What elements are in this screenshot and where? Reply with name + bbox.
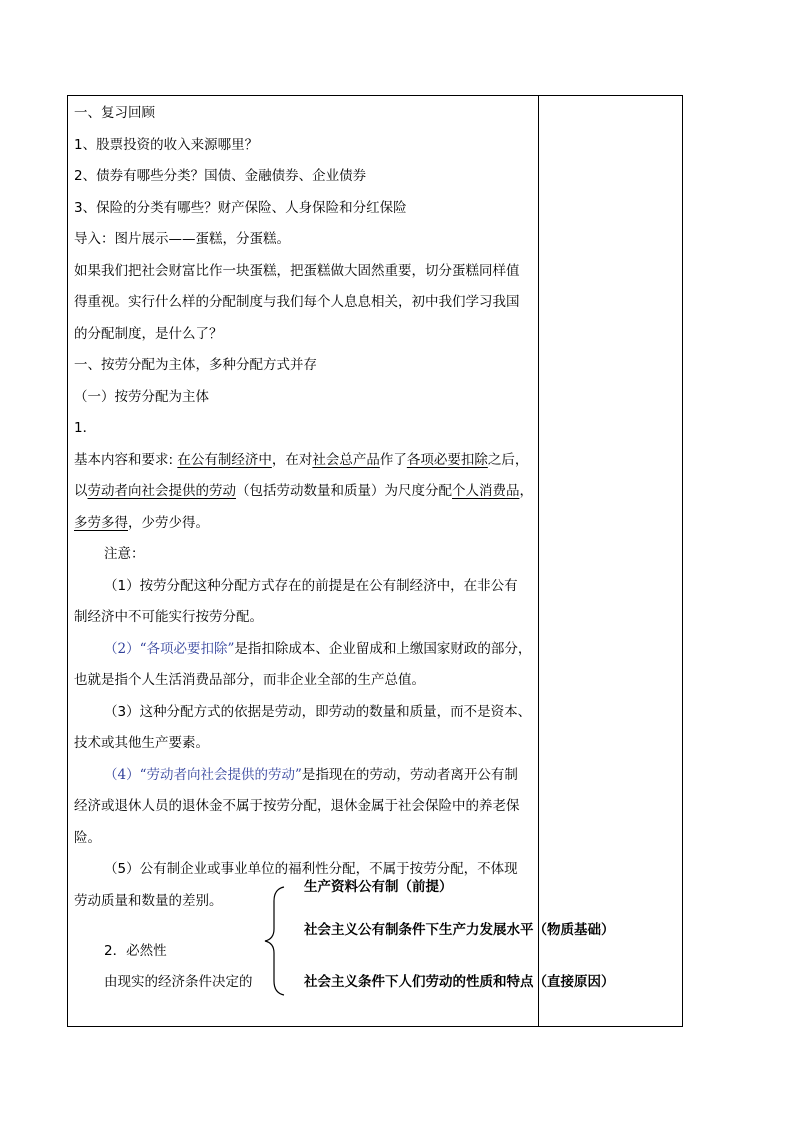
column-divider [538,95,539,1027]
basic-text: 之后， [487,451,529,468]
necessity-item-3: 社会主义条件下人们劳动的性质和特点（直接原因） [304,974,615,990]
basic-text: 作了 [379,451,407,468]
notes-title: 注意： [104,546,145,562]
basic-text: （包括劳动数量和质量）为尺度分配 [236,483,452,499]
necessity-heading: 2．必然性 [104,943,167,959]
review-q1: 1、股票投资的收入来源哪里？ [74,136,259,153]
intro-line: 导入：图片展示——蛋糕，分蛋糕。 [74,231,290,247]
note-3b: 技术或其他生产要素。 [74,735,209,751]
basic-text: ，少劳少得。 [128,514,209,531]
basic-line-3 [74,508,536,540]
underlined-term: 在公有制经济中 [177,451,272,468]
note-4a [74,760,536,792]
underlined-term: 劳动者向社会提供的劳动 [87,483,236,499]
note-number: （4） [104,766,140,783]
review-q2: 2、债券有哪些分类？国债、金融债券、企业债券 [74,168,367,184]
underlined-term: 个人消费品 [452,483,520,499]
note-3a: （3）这种分配方式的依据是劳动，即劳动的数量和质量，而不是资本、 [104,703,532,720]
note-5a: （5）公有制企业或事业单位的福利性分配，不属于按劳分配，不体现 [104,861,518,877]
item-number-1: 1． [74,420,97,436]
note-text: 是指扣除成本、企业留成和上缴国家财政的部分， [234,640,532,657]
necessity-item-1: 生产资料公有制（前提） [304,879,453,895]
note-2a [74,634,536,666]
basic-text: 以 [74,483,88,499]
basic-label: 基本内容和要求: [74,451,178,468]
note-4c: 险。 [74,829,101,846]
underlined-term: 各项必要扣除 [406,451,488,468]
quoted-term: “各项必要扣除” [139,640,235,657]
underlined-term: 多劳多得 [74,514,128,531]
basic-line-1 [74,445,536,477]
review-q3: 3、保险的分类有哪些？财产保险、人身保险和分红保险 [74,199,407,216]
left-brace-icon [262,885,288,997]
quoted-term: “劳动者向社会提供的劳动” [139,766,302,783]
intro-para-3: 的分配制度，是什么了？ [74,325,223,342]
note-1a: （1）按劳分配这种分配方式存在的前提是在公有制经济中，在非公有 [104,577,518,594]
necessity-cause: 由现实的经济条件决定的 [104,974,253,990]
intro-para-1: 如果我们把社会财富比作一块蛋糕，把蛋糕做大固然重要，切分蛋糕同样值 [74,262,520,279]
section-heading: 一、按劳分配为主体，多种分配方式并存 [74,357,317,373]
note-text: 是指现在的劳动，劳动者离开公有制 [301,766,518,783]
subsection-heading: （一）按劳分配为主体 [74,388,209,405]
necessity-item-2: 社会主义公有制条件下生产力发展水平（物质基础） [304,922,615,938]
underlined-term: 社会总产品 [312,451,380,468]
note-5b: 劳动质量和数量的差别。 [74,892,223,909]
basic-text: ， [519,483,533,499]
basic-text: ，在对 [271,451,313,468]
intro-para-2: 得重视。实行什么样的分配制度与我们每个人息息相关，初中我们学习我国 [74,294,520,310]
basic-line-2 [74,476,536,508]
review-heading: 一、复习回顾 [74,105,155,121]
note-2b: 也就是指个人生活消费品部分，而非企业全部的生产总值。 [74,672,425,688]
note-4b: 经济或退休人员的退休金不属于按劳分配，退休金属于社会保险中的养老保 [74,798,520,814]
note-1b: 制经济中不可能实行按劳分配。 [74,609,263,625]
main-content [74,98,536,917]
note-number: （2） [104,640,140,657]
